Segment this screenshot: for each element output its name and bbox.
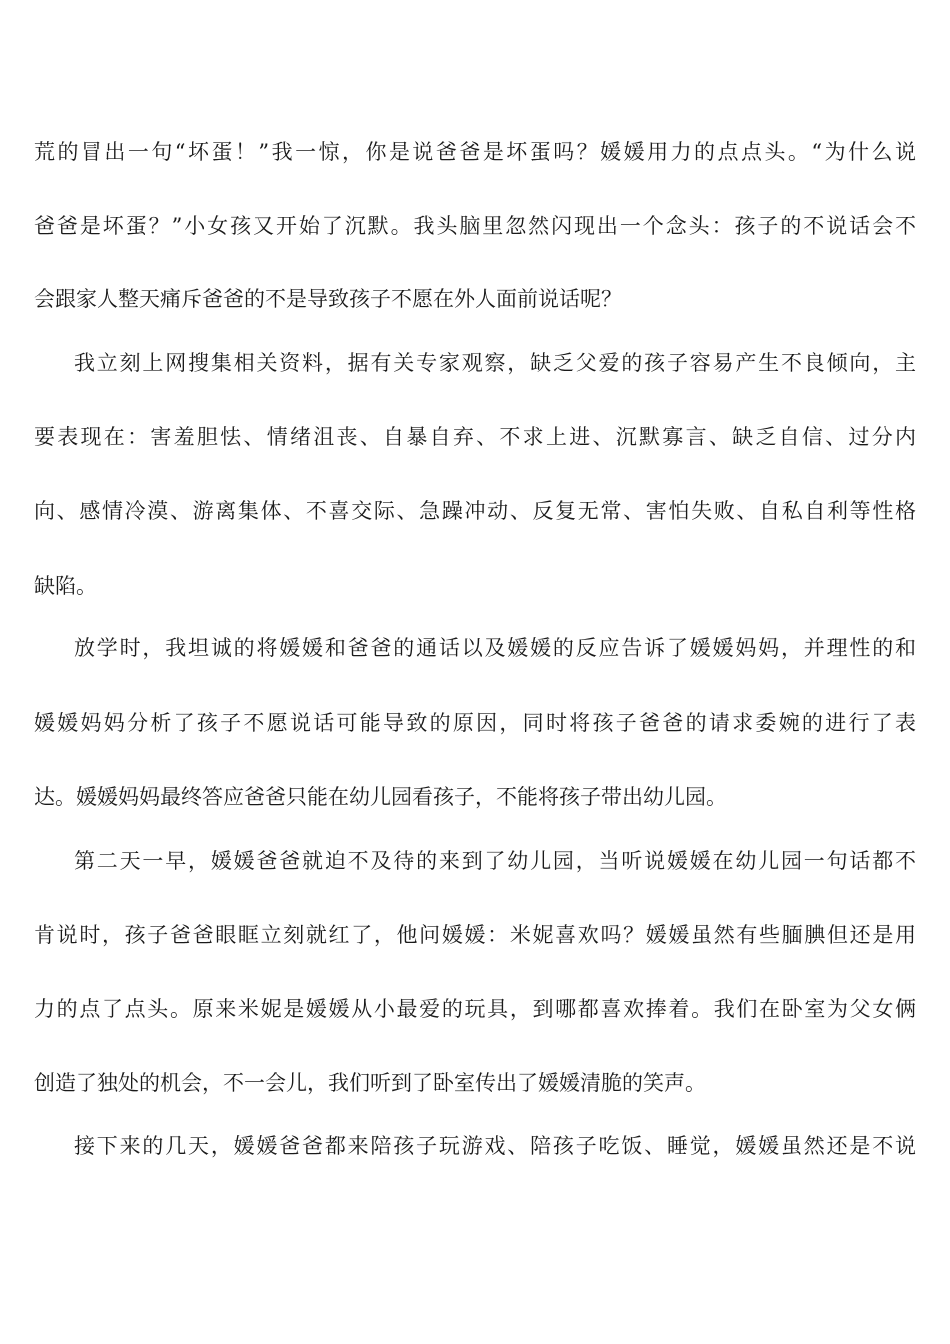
paragraph-first-line: 第二天一早，媛媛爸爸就迫不及待的来到了幼儿园，当听说媛媛在幼儿园一句话都不: [74, 849, 916, 873]
text-line: 向、感情冷漠、游离集体、不喜交际、急躁冲动、反复无常、害怕失败、自私自利等性格: [34, 499, 916, 523]
text-line: 荒的冒出一句“坏蛋！”我一惊，你是说爸爸是坏蛋吗？媛媛用力的点点头。“为什么说: [34, 140, 916, 164]
paragraph-first-line: 我立刻上网搜集相关资料，据有关专家观察，缺乏父爱的孩子容易产生不良倾向，主: [74, 351, 916, 375]
text-line: 缺陷。: [34, 574, 97, 598]
text-line: 要表现在：害羞胆怯、情绪沮丧、自暴自弃、不求上进、沉默寡言、缺乏自信、过分内: [34, 425, 916, 449]
paragraph-first-line: 放学时，我坦诚的将媛媛和爸爸的通话以及媛媛的反应告诉了媛媛妈妈，并理性的和: [74, 636, 916, 660]
text-line: 会跟家人整天痛斥爸爸的不是导致孩子不愿在外人面前说话呢？: [34, 287, 622, 311]
text-line: 爸爸是坏蛋？”小女孩又开始了沉默。我头脑里忽然闪现出一个念头：孩子的不说话会不: [34, 214, 916, 238]
text-line: 创造了独处的机会，不一会儿，我们听到了卧室传出了媛媛清脆的笑声。: [34, 1071, 706, 1095]
text-line: 媛媛妈妈分析了孩子不愿说话可能导致的原因，同时将孩子爸爸的请求委婉的进行了表: [34, 711, 916, 735]
paragraph-first-line: 接下来的几天，媛媛爸爸都来陪孩子玩游戏、陪孩子吃饭、睡觉，媛媛虽然还是不说: [74, 1134, 916, 1158]
text-line: 力的点了点头。原来米妮是媛媛从小最爱的玩具，到哪都喜欢捧着。我们在卧室为父女俩: [34, 997, 916, 1021]
text-line: 肯说时，孩子爸爸眼眶立刻就红了，他问媛媛：米妮喜欢吗？媛媛虽然有些腼腆但还是用: [34, 923, 916, 947]
text-line: 达。媛媛妈妈最终答应爸爸只能在幼儿园看孩子，不能将孩子带出幼儿园。: [34, 785, 727, 809]
